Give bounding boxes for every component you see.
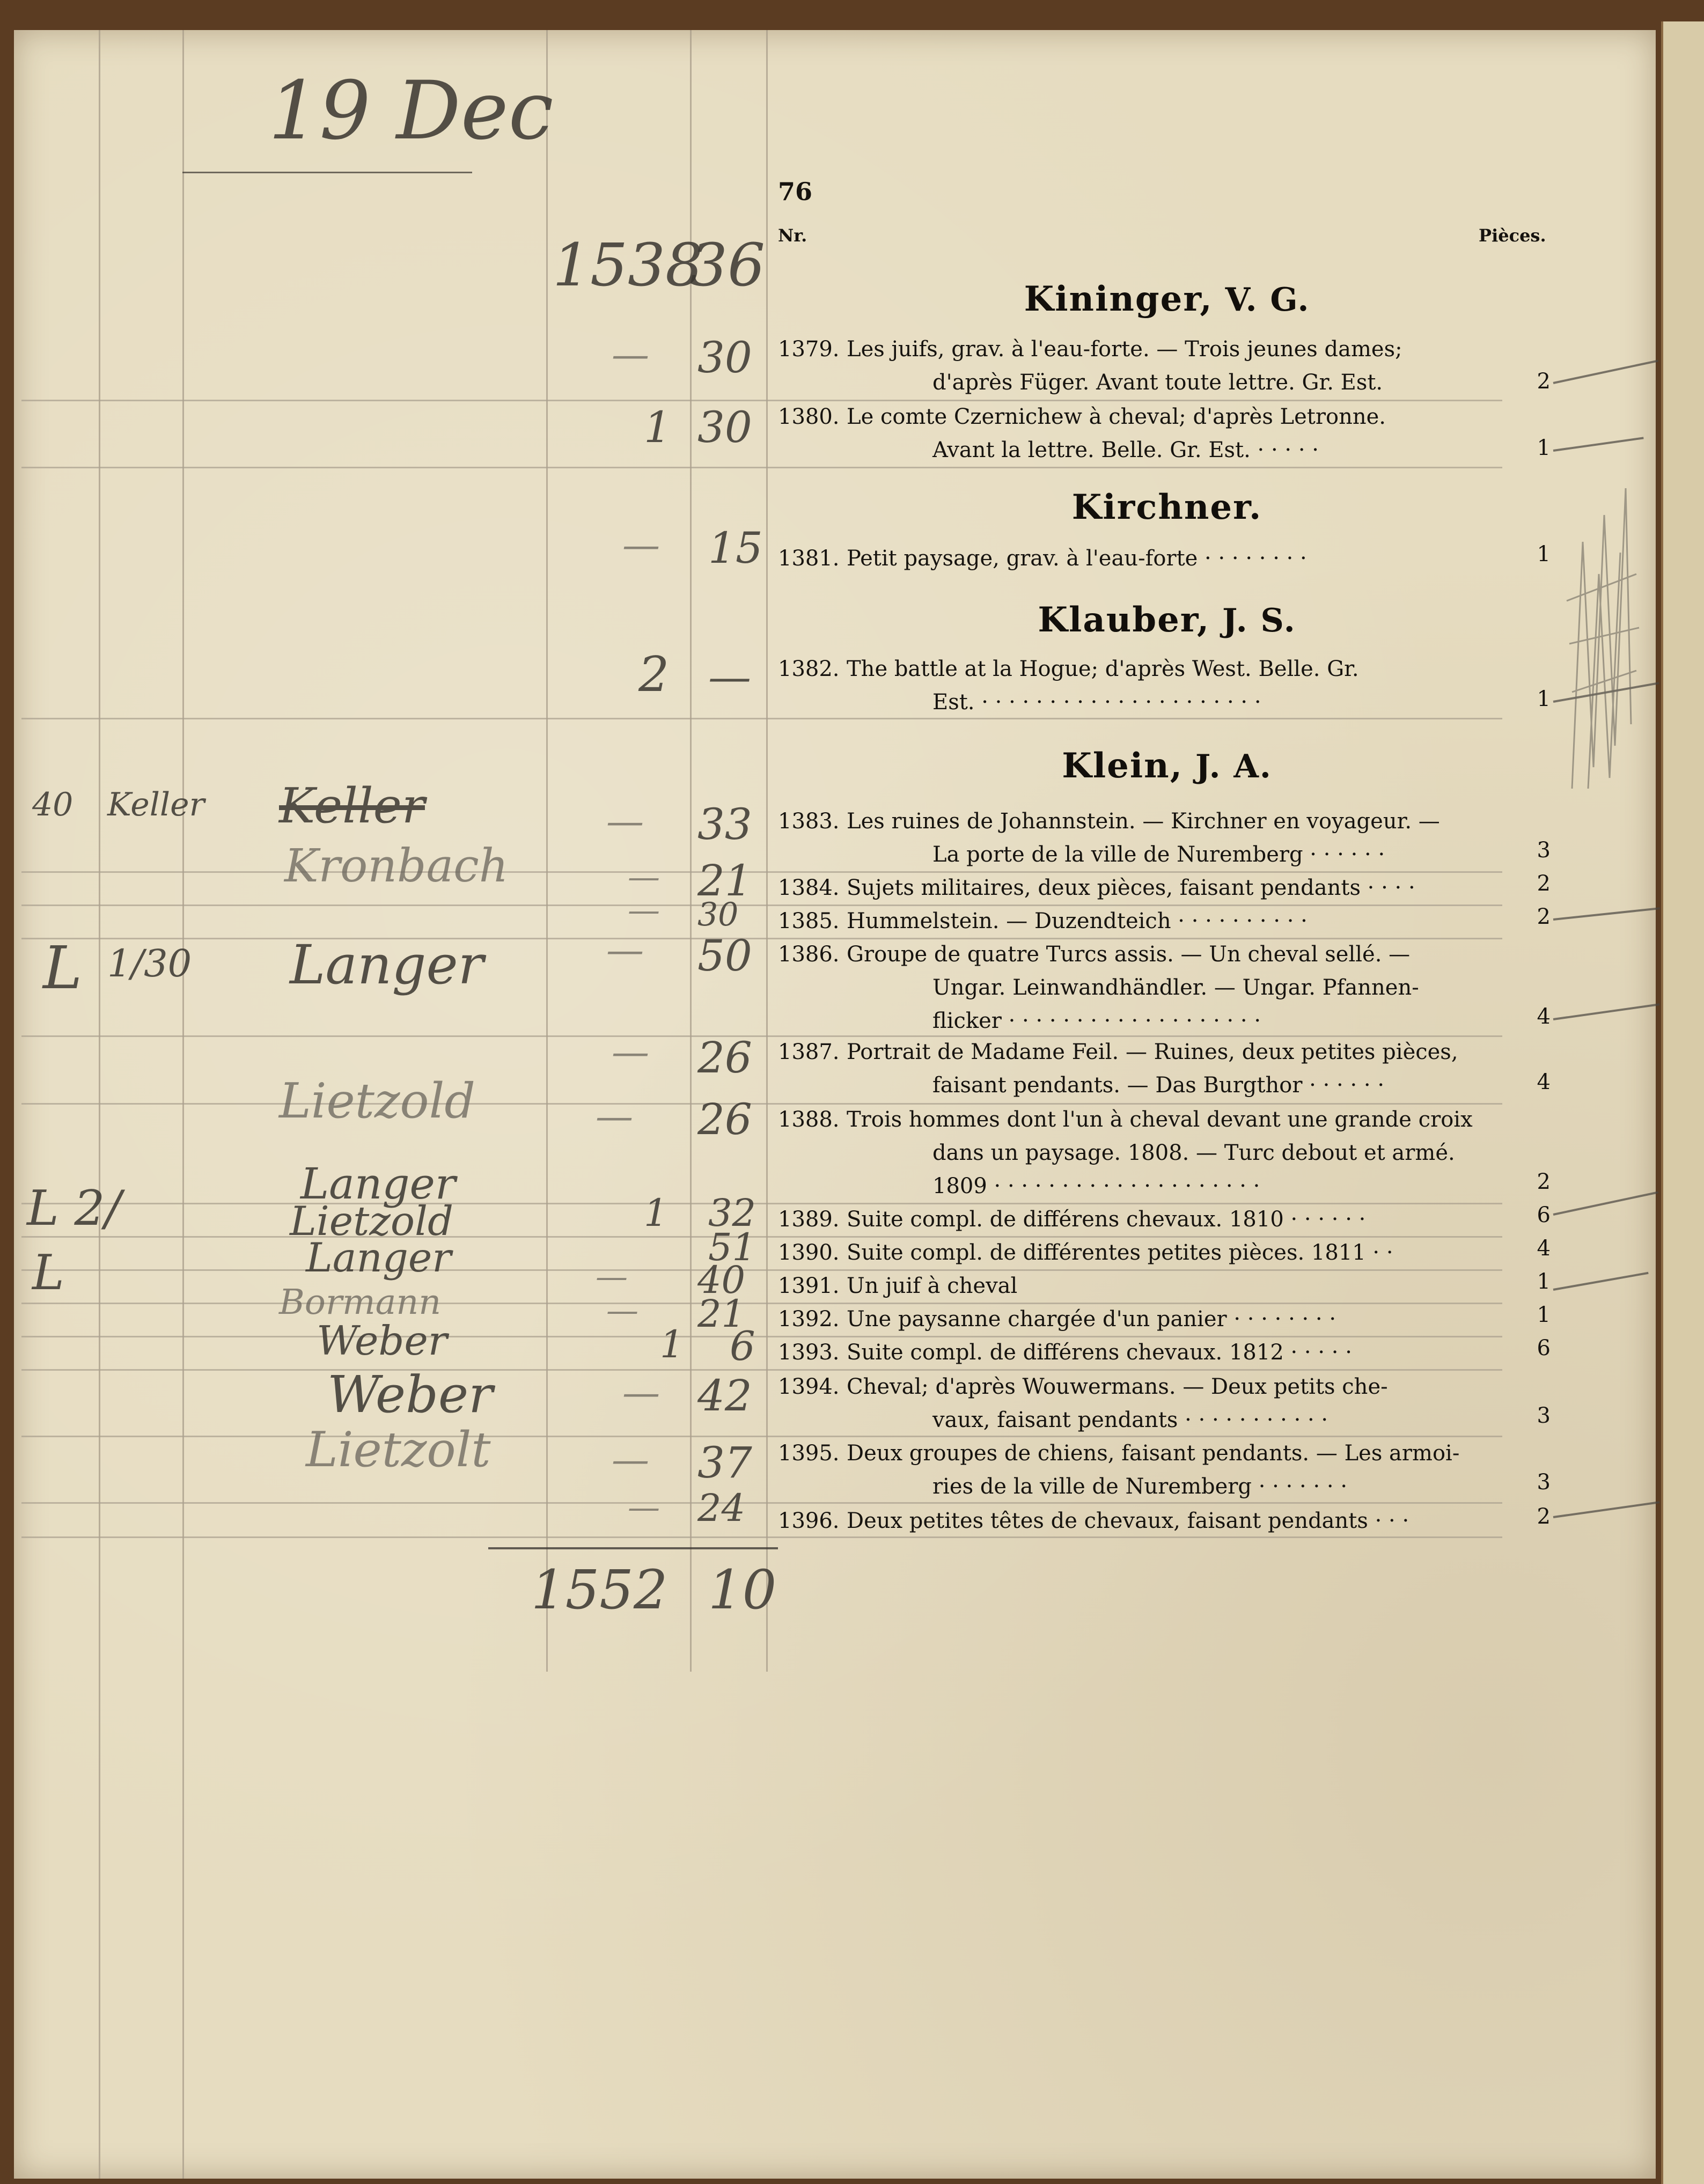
- margin-mark: 40: [32, 786, 74, 823]
- price-kreuzer: 26: [697, 1033, 752, 1083]
- price-kreuzer: 26: [697, 1094, 752, 1144]
- price-florins: 1: [660, 1322, 684, 1366]
- margin-mark: Keller: [107, 786, 205, 823]
- catalog-entry: 1392. Une paysanne chargée d'un panier · · · · · · · ·: [778, 1307, 1336, 1332]
- pieces-count: 1: [1537, 1269, 1551, 1294]
- pieces-count: 1: [1537, 1303, 1551, 1327]
- catalog-entry: 1379. Les juifs, grav. à l'eau-forte. — Trois jeunes dames; d'après Füger. Avant toute lettre. Gr. Est.: [778, 337, 1402, 395]
- row-rule: [21, 1236, 1502, 1238]
- pieces-count: 4: [1537, 1070, 1551, 1094]
- next-page-edge: [1661, 21, 1704, 2184]
- total-left: 1552: [531, 1558, 668, 1621]
- row-rule: [21, 1336, 1502, 1337]
- column-header-nr: Nr.: [778, 225, 807, 246]
- pieces-count: 2: [1537, 369, 1551, 394]
- date-underline: [182, 172, 472, 173]
- catalog-entry: 1391. Un juif à cheval: [778, 1274, 1018, 1298]
- margin-mark: L 2/: [27, 1180, 121, 1237]
- buyer-name: Weber: [327, 1365, 493, 1424]
- price-kreuzer: 33: [697, 799, 752, 849]
- catalog-entry: 1383. Les ruines de Johannstein. — Kirchner en voyageur. — La porte de la ville de Nuremberg · · · · · ·: [778, 809, 1440, 867]
- price-kreuzer: —: [708, 652, 751, 702]
- margin-mark: 1/30: [107, 942, 192, 986]
- row-rule: [21, 467, 1502, 468]
- price-florins: —: [612, 333, 649, 377]
- catalog-entry: 1396. Deux petites têtes de chevaux, faisant pendants · · ·: [778, 1509, 1409, 1533]
- pencil-scribble: [1556, 467, 1642, 789]
- catalog-entry: 1387. Portrait de Madame Feil. — Ruines, deux petites pièces, faisant pendants. — Das Burgthor · · · · · ·: [778, 1040, 1458, 1098]
- pieces-count: 1: [1537, 542, 1551, 567]
- row-rule: [21, 1536, 1502, 1538]
- catalog-entry: 1385. Hummelstein. — Duzendteich · · · · · · · · · ·: [778, 909, 1308, 933]
- total-right: 10: [708, 1558, 777, 1621]
- carry-over-right: 36: [690, 231, 765, 299]
- pieces-count: 1: [1537, 436, 1551, 460]
- price-florins: 1: [644, 1191, 668, 1235]
- price-kreuzer: 24: [697, 1486, 746, 1530]
- row-rule: [21, 1035, 1502, 1037]
- margin-mark: L: [43, 933, 83, 1002]
- buyer-name: Weber: [317, 1317, 447, 1364]
- column-header-pieces: Pièces.: [1479, 225, 1546, 246]
- price-kreuzer: 15: [708, 523, 763, 573]
- page-number: 76: [778, 177, 813, 206]
- price-kreuzer: 42: [697, 1371, 752, 1421]
- artist-heading: Klein, J. A.: [1062, 746, 1272, 786]
- price-florins: —: [622, 1371, 660, 1415]
- catalog-entry: 1390. Suite compl. de différentes petites pièces. 1811 · ·: [778, 1240, 1393, 1265]
- price-kreuzer: 37: [697, 1438, 752, 1488]
- row-rule: [21, 718, 1502, 719]
- buyer-name: Lietzold: [279, 1073, 475, 1129]
- price-florins: —: [612, 1438, 649, 1482]
- price-kreuzer: 6: [730, 1322, 755, 1370]
- catalog-entry: 1381. Petit paysage, grav. à l'eau-forte · · · · · · · ·: [778, 546, 1307, 571]
- catalog-entry: 1389. Suite compl. de différens chevaux. 1810 · · · · · ·: [778, 1207, 1366, 1232]
- pieces-count: 2: [1537, 905, 1551, 929]
- price-kreuzer: 30: [697, 402, 752, 452]
- price-kreuzer: 30: [697, 896, 739, 933]
- artist-heading: Kininger, V. G.: [1024, 279, 1310, 319]
- row-rule: [21, 1436, 1502, 1437]
- buyer-name: Langer: [306, 1234, 452, 1281]
- catalog-entry: 1394. Cheval; d'après Wouwermans. — Deux petits che- vaux, faisant pendants · · · · · · · · · · ·: [778, 1374, 1388, 1432]
- margin-mark: L: [32, 1245, 64, 1301]
- handwritten-date: 19 Dec: [268, 64, 554, 158]
- artist-heading: Klauber, J. S.: [1038, 600, 1296, 640]
- buyer-name: Bormann: [279, 1282, 442, 1322]
- price-florins: 2: [638, 646, 670, 703]
- row-rule: [21, 1103, 1502, 1105]
- carry-over-left: 1538: [553, 231, 703, 299]
- pieces-count: 2: [1537, 1170, 1551, 1194]
- pieces-count: 4: [1537, 1004, 1551, 1029]
- row-rule: [21, 1269, 1502, 1271]
- catalog-entry: 1393. Suite compl. de différens chevaux. 1812 · · · · ·: [778, 1340, 1352, 1365]
- price-florins: —: [596, 1094, 633, 1138]
- price-florins: —: [622, 523, 660, 567]
- pieces-count: 6: [1537, 1203, 1551, 1227]
- buyer-name: Keller: [279, 778, 425, 834]
- price-florins: —: [596, 1258, 628, 1296]
- catalog-entry: 1388. Trois hommes dont l'un à cheval devant une grande croix dans un paysage. 1808. — Turc debout et armé. 1809 · · · · · · · · · · · · · · · · · · · ·: [778, 1107, 1473, 1198]
- row-rule: [21, 871, 1502, 873]
- row-rule: [21, 1502, 1502, 1504]
- catalog-entry: 1395. Deux groupes de chiens, faisant pendants. — Les armoi- ries de la ville de Nuremberg · · · · · · ·: [778, 1441, 1460, 1499]
- row-rule: [21, 400, 1502, 401]
- price-florins: —: [606, 1292, 638, 1329]
- pieces-count: 1: [1537, 687, 1551, 711]
- pieces-count: 4: [1537, 1236, 1551, 1261]
- row-rule: [21, 1203, 1502, 1204]
- price-florins: —: [628, 1489, 660, 1526]
- pieces-count: 3: [1537, 1403, 1551, 1428]
- price-kreuzer: 32: [708, 1191, 756, 1235]
- pieces-count: 2: [1537, 871, 1551, 896]
- sum-line: [488, 1547, 778, 1549]
- price-florins: —: [612, 1030, 649, 1074]
- row-rule: [21, 1303, 1502, 1304]
- buyer-name: Langer: [290, 933, 484, 996]
- buyer-name: Lietzold: [290, 1197, 453, 1245]
- row-rule: [21, 938, 1502, 939]
- catalog-entry: 1382. The battle at la Hogue; d'après West. Belle. Gr. Est. · · · · · · · · · · · · · · · · · · · · ·: [778, 657, 1359, 715]
- row-rule: [21, 1369, 1502, 1371]
- catalog-entry: 1384. Sujets militaires, deux pièces, faisant pendants · · · ·: [778, 876, 1415, 900]
- pieces-count: 2: [1537, 1504, 1551, 1529]
- price-florins: —: [628, 858, 660, 896]
- price-florins: 1: [644, 402, 671, 452]
- buyer-name: Langer: [300, 1159, 456, 1209]
- pieces-count: 6: [1537, 1336, 1551, 1361]
- pieces-count: 3: [1537, 838, 1551, 863]
- price-kreuzer: 21: [697, 856, 752, 906]
- catalog-entry: 1386. Groupe de quatre Turcs assis. — Un cheval sellé. — Ungar. Leinwandhändler. — Ungar. Pfannen- flicker · · · · · · · · · · · · · · · · · · ·: [778, 942, 1419, 1033]
- price-florins: —: [606, 928, 644, 972]
- ruled-line: [546, 30, 548, 1672]
- price-kreuzer: 50: [697, 931, 752, 981]
- ruled-line: [766, 30, 768, 1672]
- buyer-name: Lietzolt: [306, 1422, 491, 1478]
- price-kreuzer: 30: [697, 333, 752, 383]
- pieces-count: 3: [1537, 1470, 1551, 1495]
- catalog-entry: 1380. Le comte Czernichew à cheval; d'après Letronne. Avant la lettre. Belle. Gr. Est. · · · · ·: [778, 405, 1386, 462]
- price-kreuzer: 21: [697, 1292, 746, 1336]
- artist-heading: Kirchner.: [1071, 487, 1262, 527]
- buyer-name: Kronbach: [284, 840, 509, 893]
- price-kreuzer: 40: [697, 1258, 746, 1302]
- price-florins: —: [606, 799, 644, 843]
- price-kreuzer: 51: [708, 1225, 756, 1269]
- row-rule: [21, 905, 1502, 906]
- price-florins: —: [628, 892, 660, 929]
